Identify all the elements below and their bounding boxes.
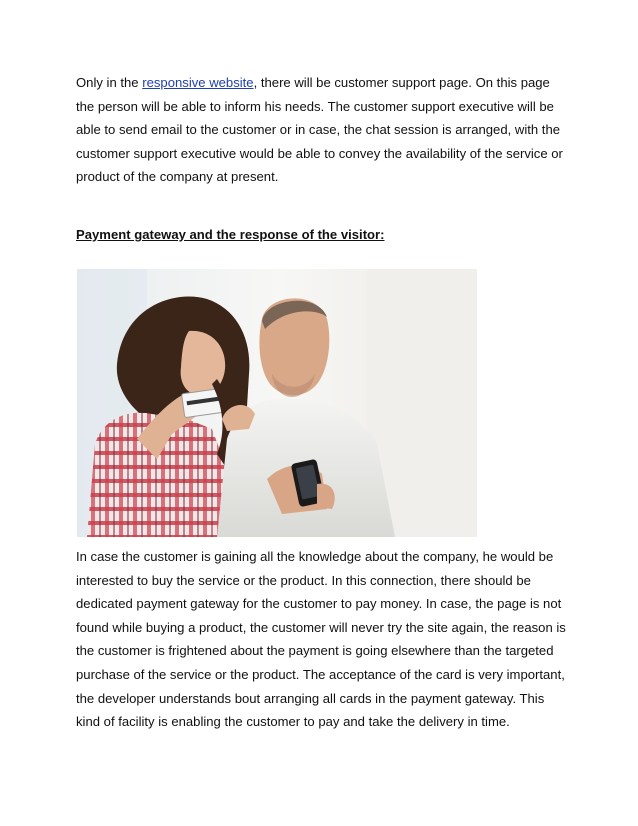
paragraph-customer-support (76, 71, 566, 189)
couple-paying-photo (77, 269, 477, 537)
paragraph-text-after-link: , there will be customer support page. On this page the person will be able to inform his needs. The customer support executive will be able to send email to the customer or in case, the chat session is arranged, with the customer support executive would be able to convey the availability of the service or product of the company at present. (76, 75, 563, 185)
paragraph-payment-gateway: In case the customer is gaining all the knowledge about the company, he would be interested to buy the service or the product. In this connection, there should be dedicated payment gateway for the customer to pay money. In case, the page is not found while buying a product, the customer will never try the site again, the reason is the customer is frightened about the payment is going elsewhere than the targeted purchase of the service or the product. The acceptance of the card is very important, the developer understands bout arranging all cards in the payment gateway. This kind of facility is enabling the customer to pay and take the delivery in time. (76, 549, 566, 730)
section-heading: Payment gateway and the response of the visitor: (76, 227, 385, 242)
paragraph-text-before-link: Only in the (76, 75, 143, 90)
responsive-website-link[interactable]: responsive website (142, 75, 254, 90)
